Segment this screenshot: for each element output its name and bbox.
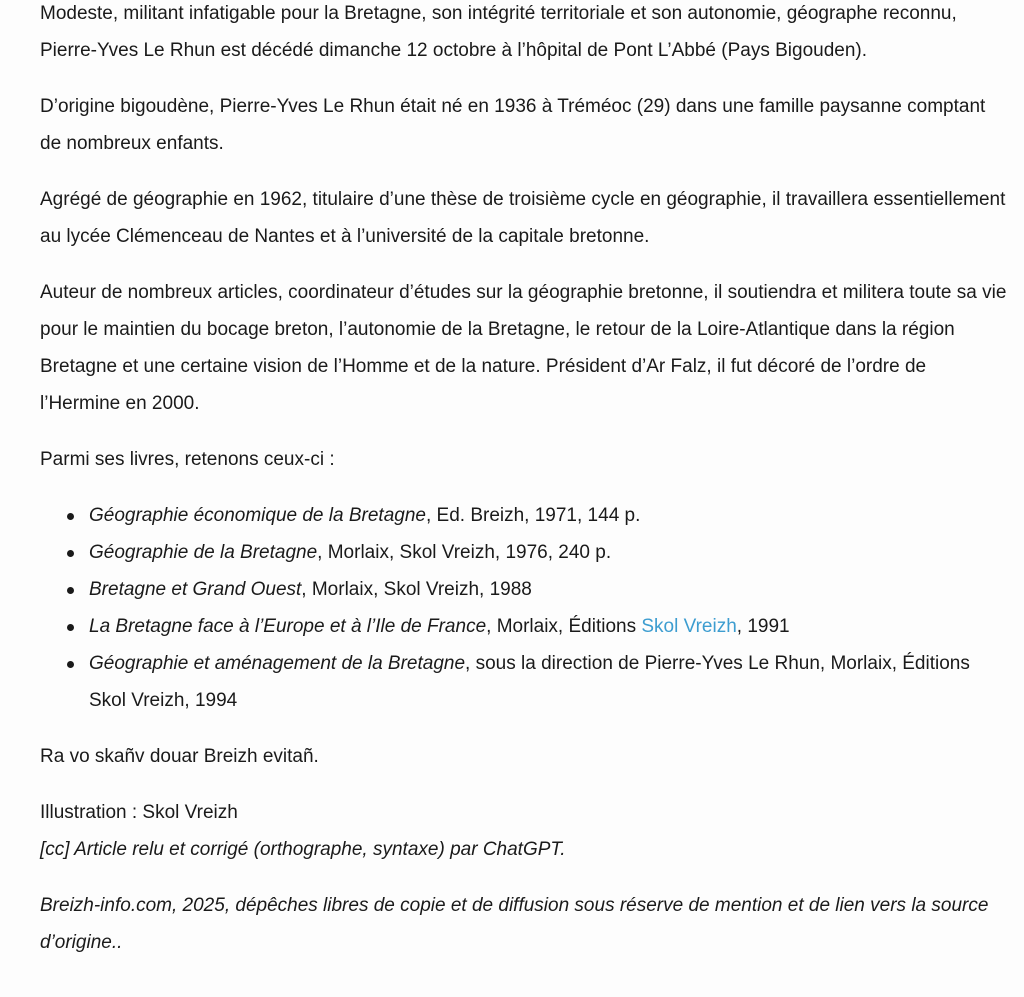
paragraph-activism: Auteur de nombreux articles, coordinateur d’études sur la géographie bretonne, il soutiendra et militera toute sa vie pour le maintien du bocage breton, l’autonomie de la Bretagne, le retour de la Loire-Atlantique dans la région Bretagne et une certaine vision de l’Homme et de la nature. Président d’Ar Falz, il fut décoré de l’ordre de l’Hermine en 2000. [40, 282, 1007, 414]
book-details: , sous la direction de Pierre-Yves Le Rhun, Morlaix, Éditions Skol Vreizh, 1994 [89, 653, 970, 711]
list-item [89, 608, 1010, 645]
list-item [89, 497, 1010, 534]
paragraph-origin: D’origine bigoudène, Pierre-Yves Le Rhun était né en 1936 à Tréméoc (29) dans une famille paysanne comptant de nombreux enfants. [40, 96, 986, 154]
closing-line: Ra vo skañv douar Breizh evitañ. [40, 746, 319, 767]
book-title: Géographie et aménagement de la Bretagne [89, 653, 466, 674]
list-item [89, 534, 1010, 571]
book-details-after: , 1991 [736, 616, 790, 637]
cc-note: [cc] Article relu et corrigé (orthographe, syntaxe) par ChatGPT. [40, 839, 566, 860]
paragraph-intro: Modeste, militant infatigable pour la Bretagne, son intégrité territoriale et son autonomie, géographe reconnu, Pierre-Yves Le Rhun est décédé dimanche 12 octobre à l’hôpital de Pont L’Abbé (Pays Bigouden). [40, 3, 957, 61]
list-item [89, 571, 1010, 608]
book-details: , Ed. Breizh, 1971, 144 p. [425, 505, 641, 526]
paragraph-books-intro: Parmi ses livres, retenons ceux-ci : [40, 449, 335, 470]
book-details: , Morlaix, Skol Vreizh, 1988 [301, 579, 532, 600]
book-title: Géographie de la Bretagne [89, 542, 318, 563]
book-list [40, 497, 1010, 719]
book-details: , Morlaix, Skol Vreizh, 1976, 240 p. [317, 542, 612, 563]
illustration-credit: Illustration : Skol Vreizh [40, 802, 238, 823]
skol-vreizh-link[interactable]: Skol Vreizh [641, 616, 737, 637]
paragraph-career: Agrégé de géographie en 1962, titulaire d’une thèse de troisième cycle en géographie, il travaillera essentiellement au lycée Clémenceau de Nantes et à l’université de la capitale bretonne. [40, 189, 1006, 247]
article-body [40, 0, 1010, 980]
copyright-notice: Breizh-info.com, 2025, dépêches libres de copie et de diffusion sous réserve de mention et de lien vers la source d’origine.. [40, 895, 989, 953]
book-title: Géographie économique de la Bretagne [89, 505, 426, 526]
book-title: La Bretagne face à l’Europe et à l’Ile de France [89, 616, 487, 637]
list-item [89, 645, 1010, 719]
book-details: , Morlaix, Éditions [486, 616, 642, 637]
book-title: Bretagne et Grand Ouest [89, 579, 302, 600]
